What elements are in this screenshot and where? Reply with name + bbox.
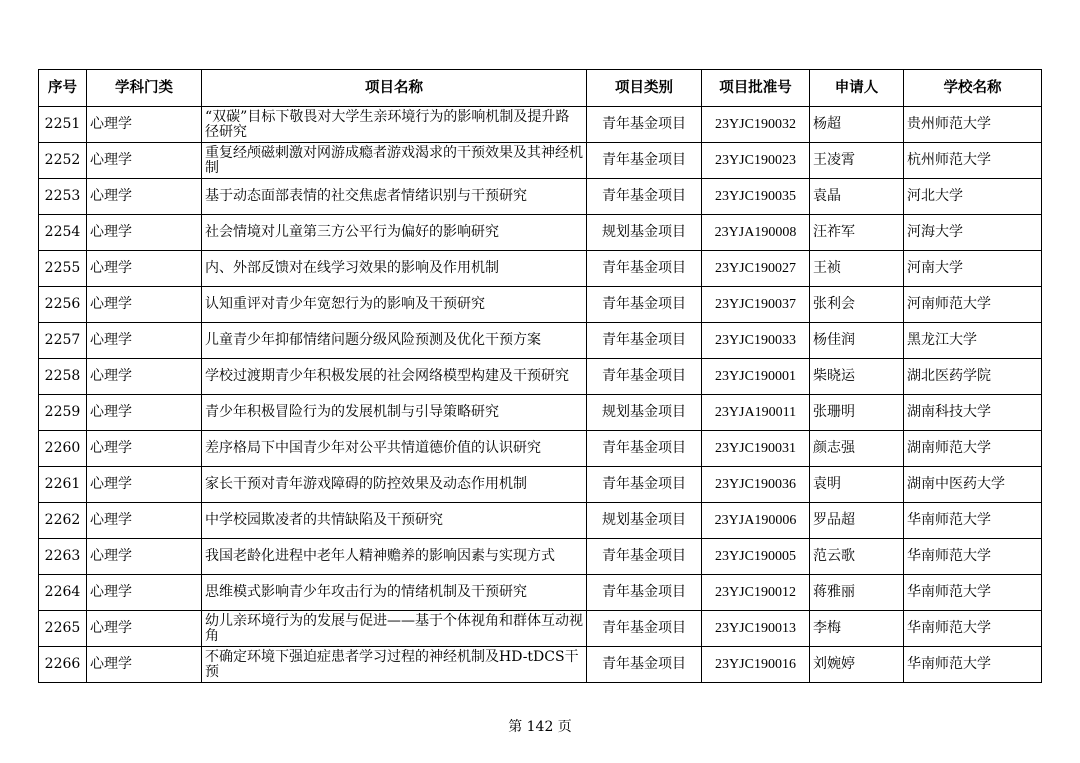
- cell-project-type: 青年基金项目: [587, 107, 702, 143]
- cell-seq: 2256: [39, 287, 87, 323]
- cell-subject: 心理学: [87, 107, 202, 143]
- cell-project-name: 青少年积极冒险行为的发展机制与引导策略研究: [202, 395, 587, 431]
- header-school: 学校名称: [904, 70, 1042, 107]
- cell-school: 河北大学: [904, 179, 1042, 215]
- cell-school: 河南大学: [904, 251, 1042, 287]
- cell-school: 黑龙江大学: [904, 323, 1042, 359]
- cell-applicant: 杨超: [810, 107, 904, 143]
- cell-school: 贵州师范大学: [904, 107, 1042, 143]
- table-row: [39, 395, 1042, 431]
- cell-subject: 心理学: [87, 215, 202, 251]
- cell-subject: 心理学: [87, 467, 202, 503]
- cell-seq: 2262: [39, 503, 87, 539]
- cell-seq: 2251: [39, 107, 87, 143]
- cell-project-name: 我国老龄化进程中老年人精神赡养的影响因素与实现方式: [202, 539, 587, 575]
- cell-subject: 心理学: [87, 251, 202, 287]
- header-seq: 序号: [39, 70, 87, 107]
- cell-subject: 心理学: [87, 395, 202, 431]
- cell-approval-number: 23YJC190023: [702, 143, 810, 179]
- cell-subject: 心理学: [87, 323, 202, 359]
- cell-project-name: 不确定环境下强迫症患者学习过程的神经机制及HD-tDCS干预: [202, 647, 587, 683]
- cell-seq: 2257: [39, 323, 87, 359]
- cell-applicant: 杨佳润: [810, 323, 904, 359]
- cell-applicant: 袁明: [810, 467, 904, 503]
- cell-school: 华南师范大学: [904, 575, 1042, 611]
- cell-school: 湖南师范大学: [904, 431, 1042, 467]
- cell-project-name: 家长干预对青年游戏障碍的防控效果及动态作用机制: [202, 467, 587, 503]
- cell-school: 杭州师范大学: [904, 143, 1042, 179]
- cell-seq: 2254: [39, 215, 87, 251]
- table-header-row: [39, 70, 1042, 107]
- table-row: [39, 431, 1042, 467]
- cell-school: 湖南中医药大学: [904, 467, 1042, 503]
- table-row: [39, 287, 1042, 323]
- cell-applicant: 袁晶: [810, 179, 904, 215]
- cell-approval-number: 23YJC190031: [702, 431, 810, 467]
- cell-subject: 心理学: [87, 575, 202, 611]
- cell-approval-number: 23YJA190008: [702, 215, 810, 251]
- cell-approval-number: 23YJC190012: [702, 575, 810, 611]
- cell-applicant: 张利会: [810, 287, 904, 323]
- cell-project-type: 青年基金项目: [587, 611, 702, 647]
- project-table: [38, 69, 1042, 683]
- cell-subject: 心理学: [87, 359, 202, 395]
- cell-seq: 2253: [39, 179, 87, 215]
- table-body: [39, 107, 1042, 683]
- header-project-name: 项目名称: [202, 70, 587, 107]
- table-row: [39, 143, 1042, 179]
- cell-school: 华南师范大学: [904, 647, 1042, 683]
- cell-seq: 2260: [39, 431, 87, 467]
- table-row: [39, 647, 1042, 683]
- cell-project-name: 差序格局下中国青少年对公平共情道德价值的认识研究: [202, 431, 587, 467]
- cell-project-name: 社会情境对儿童第三方公平行为偏好的影响研究: [202, 215, 587, 251]
- table-row: [39, 611, 1042, 647]
- cell-project-type: 青年基金项目: [587, 431, 702, 467]
- cell-project-type: 规划基金项目: [587, 215, 702, 251]
- cell-subject: 心理学: [87, 287, 202, 323]
- table-row: [39, 251, 1042, 287]
- table-row: [39, 575, 1042, 611]
- cell-project-type: 青年基金项目: [587, 323, 702, 359]
- cell-school: 河南师范大学: [904, 287, 1042, 323]
- cell-seq: 2255: [39, 251, 87, 287]
- cell-project-type: 青年基金项目: [587, 575, 702, 611]
- cell-applicant: 王凌霄: [810, 143, 904, 179]
- table-row: [39, 359, 1042, 395]
- cell-seq: 2264: [39, 575, 87, 611]
- table-row: [39, 503, 1042, 539]
- cell-subject: 心理学: [87, 539, 202, 575]
- header-subject: 学科门类: [87, 70, 202, 107]
- cell-subject: 心理学: [87, 503, 202, 539]
- cell-project-name: 幼儿亲环境行为的发展与促进——基于个体视角和群体互动视角: [202, 611, 587, 647]
- cell-project-type: 规划基金项目: [587, 395, 702, 431]
- cell-seq: 2266: [39, 647, 87, 683]
- cell-school: 华南师范大学: [904, 503, 1042, 539]
- cell-applicant: 李梅: [810, 611, 904, 647]
- cell-approval-number: 23YJC190001: [702, 359, 810, 395]
- cell-project-name: 学校过渡期青少年积极发展的社会网络模型构建及干预研究: [202, 359, 587, 395]
- cell-subject: 心理学: [87, 179, 202, 215]
- cell-project-name: 思维模式影响青少年攻击行为的情绪机制及干预研究: [202, 575, 587, 611]
- table-row: [39, 107, 1042, 143]
- cell-project-type: 青年基金项目: [587, 251, 702, 287]
- table-row: [39, 467, 1042, 503]
- cell-project-type: 青年基金项目: [587, 539, 702, 575]
- cell-subject: 心理学: [87, 611, 202, 647]
- cell-project-type: 规划基金项目: [587, 503, 702, 539]
- cell-project-type: 青年基金项目: [587, 359, 702, 395]
- cell-approval-number: 23YJC190013: [702, 611, 810, 647]
- page-number: 第 142 页: [508, 719, 572, 735]
- cell-project-name: 重复经颅磁刺激对网游成瘾者游戏渴求的干预效果及其神经机制: [202, 143, 587, 179]
- cell-seq: 2261: [39, 467, 87, 503]
- cell-project-name: 儿童青少年抑郁情绪问题分级风险预测及优化干预方案: [202, 323, 587, 359]
- header-applicant: 申请人: [810, 70, 904, 107]
- cell-applicant: 汪祚军: [810, 215, 904, 251]
- cell-approval-number: 23YJC190035: [702, 179, 810, 215]
- cell-school: 华南师范大学: [904, 539, 1042, 575]
- cell-applicant: 颜志强: [810, 431, 904, 467]
- table-row: [39, 215, 1042, 251]
- cell-approval-number: 23YJA190006: [702, 503, 810, 539]
- cell-applicant: 王祯: [810, 251, 904, 287]
- table-row: [39, 179, 1042, 215]
- cell-subject: 心理学: [87, 647, 202, 683]
- table-row: [39, 323, 1042, 359]
- header-project-type: 项目类别: [587, 70, 702, 107]
- cell-approval-number: 23YJC190037: [702, 287, 810, 323]
- cell-project-name: “双碳”目标下敬畏对大学生亲环境行为的影响机制及提升路径研究: [202, 107, 587, 143]
- table-row: [39, 539, 1042, 575]
- cell-applicant: 范云歌: [810, 539, 904, 575]
- cell-approval-number: 23YJC190036: [702, 467, 810, 503]
- cell-seq: 2259: [39, 395, 87, 431]
- header-approval-number: 项目批准号: [702, 70, 810, 107]
- cell-applicant: 刘婉婷: [810, 647, 904, 683]
- cell-approval-number: 23YJC190033: [702, 323, 810, 359]
- cell-applicant: 罗品超: [810, 503, 904, 539]
- cell-project-type: 青年基金项目: [587, 179, 702, 215]
- cell-seq: 2265: [39, 611, 87, 647]
- cell-project-type: 青年基金项目: [587, 647, 702, 683]
- cell-project-type: 青年基金项目: [587, 287, 702, 323]
- cell-subject: 心理学: [87, 143, 202, 179]
- cell-seq: 2263: [39, 539, 87, 575]
- cell-project-name: 内、外部反馈对在线学习效果的影响及作用机制: [202, 251, 587, 287]
- cell-school: 湖北医药学院: [904, 359, 1042, 395]
- cell-project-type: 青年基金项目: [587, 143, 702, 179]
- cell-applicant: 蒋雅丽: [810, 575, 904, 611]
- cell-seq: 2252: [39, 143, 87, 179]
- cell-applicant: 柴晓运: [810, 359, 904, 395]
- cell-project-type: 青年基金项目: [587, 467, 702, 503]
- cell-school: 河海大学: [904, 215, 1042, 251]
- cell-approval-number: 23YJA190011: [702, 395, 810, 431]
- cell-approval-number: 23YJC190016: [702, 647, 810, 683]
- cell-project-name: 认知重评对青少年宽恕行为的影响及干预研究: [202, 287, 587, 323]
- cell-school: 湖南科技大学: [904, 395, 1042, 431]
- cell-seq: 2258: [39, 359, 87, 395]
- cell-subject: 心理学: [87, 431, 202, 467]
- cell-approval-number: 23YJC190032: [702, 107, 810, 143]
- cell-school: 华南师范大学: [904, 611, 1042, 647]
- cell-applicant: 张珊明: [810, 395, 904, 431]
- cell-approval-number: 23YJC190005: [702, 539, 810, 575]
- cell-approval-number: 23YJC190027: [702, 251, 810, 287]
- cell-project-name: 中学校园欺凌者的共情缺陷及干预研究: [202, 503, 587, 539]
- cell-project-name: 基于动态面部表情的社交焦虑者情绪识别与干预研究: [202, 179, 587, 215]
